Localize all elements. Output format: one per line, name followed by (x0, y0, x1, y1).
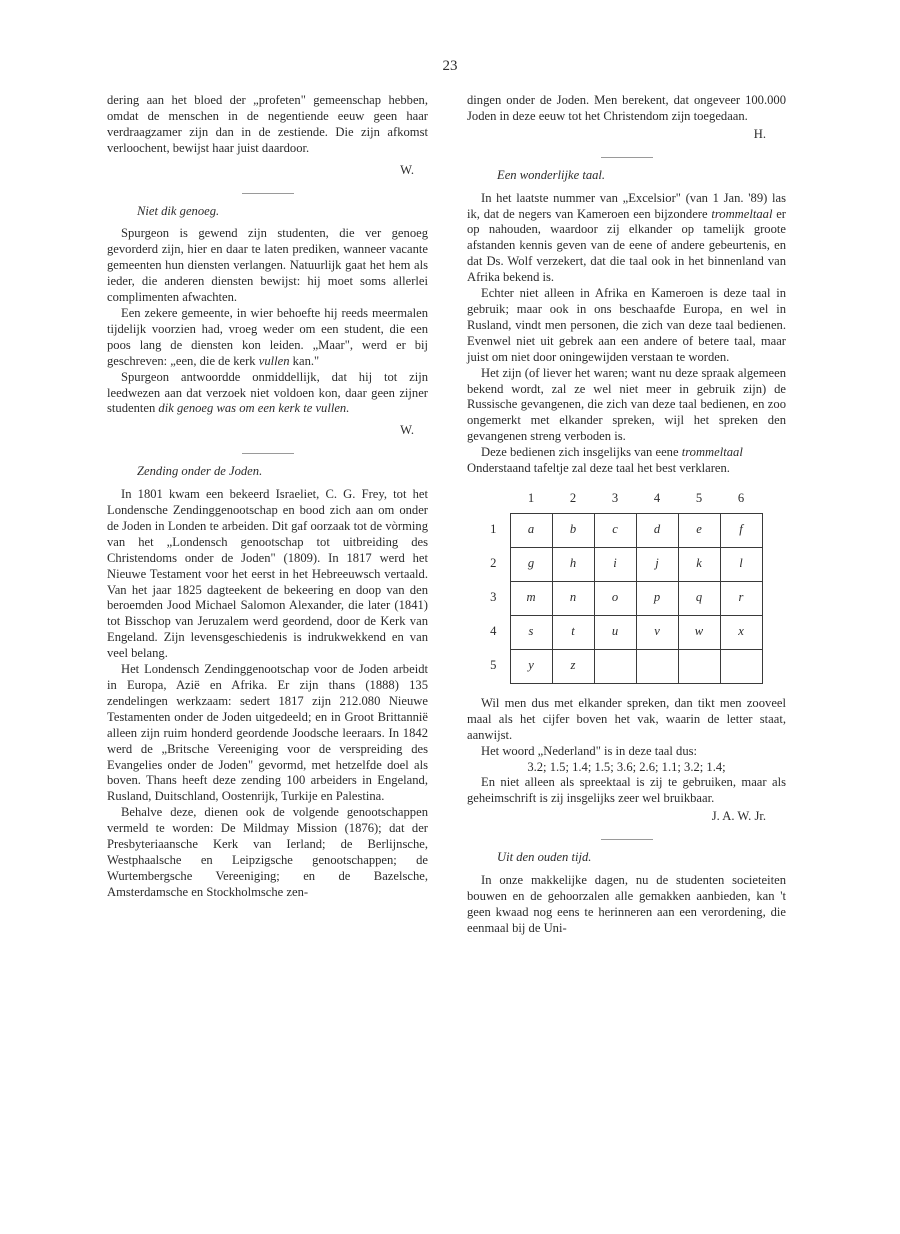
row-header: 3 (490, 590, 497, 605)
column-header: 3 (611, 490, 619, 505)
paragraph: In 1801 kwam een bekeerd Israeliet, C. G. Frey, tot het Londensche Zendinggenootschap en bood zich aan om onder de Joden in Londen te arbeiden. Dit gaf oorzaak tot de vòrming van het „Londensch genootschap tot uitbreiding des Christendoms onder de Joden" (1809). In 1817 werd het Nieuwe Testament voor het eerst in het Hebreeuwsch vertaald. Van het jaar 1825 dagteekent de bekeering en doop van den beroemden Jood Michael Salomon Alexander, die later (1841) tot Bisschop van Jeruzalem werd geordend, door de Kerk van Engeland. Zijn levensgeschiedenis is indrukwekkend en van veel belang. (107, 487, 428, 661)
column-header: 2 (569, 490, 577, 505)
letter-cell: t (552, 615, 594, 649)
paragraph: Spurgeon is gewend zijn studenten, die ver genoeg gevorderd zijn, hier en daar te laten prediken, wanneer vacante gemeenten hun diensten verlangen. Natuurlijk gaat het hem als ieder, die anderen diensten bewijst: hij moet soms allerlei complimenten afwachten. (107, 226, 428, 305)
letter-cell: w (678, 615, 720, 649)
section-divider (601, 839, 653, 840)
letter-cell: p (636, 581, 678, 615)
letter-cell: j (636, 547, 678, 581)
row-header: 2 (490, 556, 497, 571)
signature: H. (753, 126, 766, 141)
right-column (467, 93, 786, 937)
continued-paragraph: dering aan het bloed der „profeten" gemeenschap hebben, omdat de menschen in de negentiende eeuw geen haar verdraagzamer zijn dan in de zestiende. Die zijn afkomst verloochent, bewijst haar juist daardoor. (107, 93, 428, 155)
paragraph: In het laatste nummer van „Excelsior" (van 1 Jan. '89) las ik, dat de negers van Kameroen een bijzondere trommeltaal er op nahouden, waardoor zij elkander op tamelijk groote afstanden kennis geven van de eene of andere gebeurtenis, en dat Ds. Wolf verzekert, dat die taal ook in het binnenland van Afrika bekend is. (467, 190, 787, 285)
letter-cell: o (594, 581, 636, 615)
letter-cell: y (510, 649, 552, 683)
corner-cell (477, 485, 510, 514)
code-sequence: 3.2; 1.5; 1.4; 1.5; 3.6; 2.6; 1.1; 3.2; 1.4; (527, 759, 726, 774)
section-title-een-wonderlijke-taal: Een wonderlijke taal. (497, 167, 606, 182)
letter-cell: b (552, 513, 594, 547)
row-header: 1 (490, 522, 497, 537)
paragraph: Deze bedienen zich insgelijks van eene trommeltaal Onderstaand tafeltje zal deze taal het best verklaren. (467, 445, 743, 476)
section-divider (242, 193, 294, 194)
paragraph: Spurgeon antwoordde onmiddellijk, dat hij tot zijn leedwezen aan dat verzoek niet voldoen kon, daar geen zijner studenten dik genoeg was om een kerk te vullen. (107, 369, 428, 416)
left-column (107, 93, 428, 901)
letter-cell: r (720, 581, 762, 615)
paragraph: Het woord „Nederland" is in deze taal dus: (481, 743, 698, 758)
paragraph: In onze makkelijke dagen, nu de studenten societeiten bouwen en de gehoorzalen alle gemakken aanbieden, kan 't geen kwaad nog eens te herinneren aan een verordening, die eenmaal bij de Uni- (467, 873, 786, 935)
letter-cell: g (510, 547, 552, 581)
paragraph: Behalve deze, dienen ook de volgende genootschappen vermeld te worden: De Mildmay Mission (1876); dat der Presbyteriaansche Kerk van Ierland; de Berlijnsche, Westphaalsche en Leipzigsche genootschappen; de Wurtembergsche Vereeniging; en de Bazelsche, Amsterdamsche en Stockholmsche zen- (107, 805, 428, 899)
letter-cell: q (678, 581, 720, 615)
letter-cell: m (510, 581, 552, 615)
letter-cell: e (678, 513, 720, 547)
letter-cell (678, 649, 720, 683)
letter-cell: z (552, 649, 594, 683)
letter-cell: a (510, 513, 552, 547)
letter-cell: i (594, 547, 636, 581)
signature: W. (400, 423, 414, 438)
letter-cell: x (720, 615, 762, 649)
column-header: 5 (695, 490, 703, 505)
paragraph: En niet alleen als spreektaal is zij te gebruiken, maar als geheimschrift is zij insgelijks zeer wel bruikbaar. (467, 775, 786, 806)
signature: W. (400, 162, 414, 177)
letter-cell: k (678, 547, 720, 581)
letter-cell (636, 649, 678, 683)
column-header: 1 (527, 490, 535, 505)
table-header-row (477, 485, 762, 514)
row-header: 5 (490, 658, 497, 673)
drum-code-table (477, 485, 763, 684)
continued-paragraph: dingen onder de Joden. Men berekent, dat ongeveer 100.000 Joden in deze eeuw tot het Christendom zijn toegedaan. (467, 93, 786, 123)
paragraph: Wil men dus met elkander spreken, dan tikt men zooveel maal als het cijfer boven het vak, waarin de letter staat, aanwijst. (467, 695, 786, 742)
section-title-niet-dik-genoeg: Niet dik genoeg. (137, 203, 220, 218)
table-row (477, 615, 762, 649)
letter-cell: u (594, 615, 636, 649)
table-row (477, 581, 762, 615)
table-row (477, 649, 762, 683)
letter-cell: v (636, 615, 678, 649)
letter-cell: s (510, 615, 552, 649)
paragraph: Echter niet alleen in Afrika en Kameroen is deze taal in gebruik; maar ook in ons beschaafde Europa, en wel in Rusland, vindt men personen, die zich van deze taal bedienen. Evenwel niet uit gebrek aan een andere of betere taal, maar juist om niet door oningewijden verstaan te worden. (467, 286, 786, 364)
letter-cell: l (720, 547, 762, 581)
section-title-zending-onder-de-joden: Zending onder de Joden. (137, 464, 263, 479)
column-header: 4 (653, 490, 661, 505)
letter-cell: h (552, 547, 594, 581)
row-header: 4 (490, 624, 497, 639)
letter-cell: n (552, 581, 594, 615)
section-title-uit-den-ouden-tijd: Uit den ouden tijd. (497, 850, 592, 865)
signature: J. A. W. Jr. (711, 809, 766, 824)
paragraph: Het zijn (of liever het waren; want nu deze spraak algemeen bekend wordt, zal ze wel niet meer in gebruik zijn) de Russische gevangenen, die zich van deze taal bedienen, en zoo ongemerkt met elkander spreken, wijl het spreken den gevangenen streng verboden is. (467, 365, 786, 444)
letter-cell: c (594, 513, 636, 547)
letter-cell: d (636, 513, 678, 547)
letter-cell (720, 649, 762, 683)
letter-cell (594, 649, 636, 683)
paragraph: Een zekere gemeente, in wier behoefte hij reeds meermalen tijdelijk voorzien had, vroeg weder om een student, die een poos lang de diensten kon leiden. „Maar", werd er bij geschreven: „een, die de kerk vullen kan." (107, 305, 428, 368)
paragraph: Het Londensch Zendinggenootschap voor de Joden arbeidt in Europa, Azië en Afrika. Er zijn thans (1888) 135 zendelingen werkzaam: sedert 1817 zijn 212.080 Nieuwe Testamenten onder de Joden uitgedeeld; en in Groot Brittannië alleen zijn ruim honderd geordende Joodsche leeraars. In 1842 werd de „Britsche Vereeniging voor de verspreiding des Evangelies onder de Joden" gevormd, met hetzelfde doel als boven. Thans heeft deze zending 100 arbeiders in Engeland, Rusland, Duitschland, Oostenrijk, Turkije en Palestina. (107, 662, 428, 804)
table-row (477, 513, 762, 547)
section-divider (601, 157, 653, 158)
letter-cell: f (720, 513, 762, 547)
page-number: 23 (442, 58, 458, 74)
table-row (477, 547, 762, 581)
section-divider (242, 453, 294, 454)
column-header: 6 (737, 490, 745, 505)
